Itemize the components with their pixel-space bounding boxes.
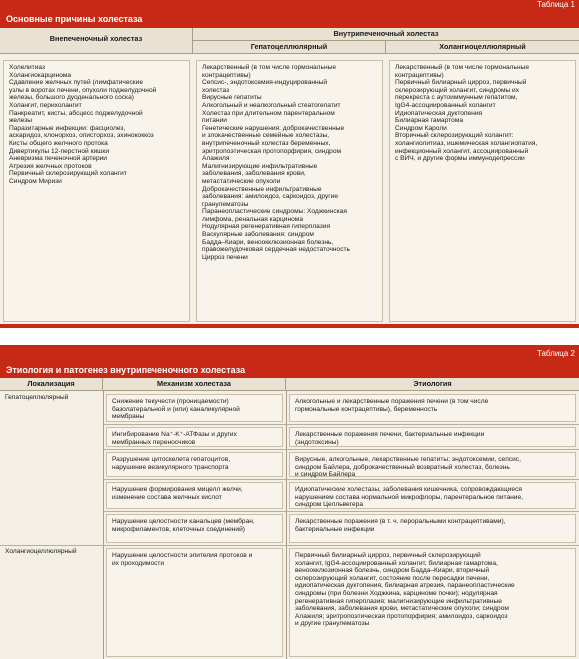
header-hepatocellular [193, 41, 386, 54]
text-line: веноокклюзионная болезнь, синдром Бадда–Киари, вторичный [295, 567, 490, 575]
text-line: Вирусные гепатиты [202, 94, 262, 102]
text-line: синдром Целльвегера [295, 501, 363, 509]
text-line: контрацептивы) [202, 71, 251, 79]
etiology-cell [289, 427, 576, 447]
text-line: Лекарственные поражения печени, бактериальные инфекции [295, 431, 485, 438]
header-etiology-label: Этиология [413, 379, 452, 388]
text-line: Сдавление желчных путей (лимфатические [9, 79, 144, 87]
text-line: холангиолитиаз, ишемическая холангиопатия, [395, 139, 538, 147]
text-line: и синдром Байлера [295, 471, 356, 479]
text-line: синдромы (при болезни Ходжкина, карциноме почки); нодулярная [295, 589, 498, 597]
text-line: аскаридоз, клонорхоз, описторхоз, эхинококкоз [9, 132, 154, 140]
header-cholangiocellular-label: Холангиоцеллюлярный [439, 42, 526, 51]
text-line: Аневризма печеночной артерии [9, 155, 107, 163]
text-line: с ВИЧ, и другие формы иммунодепрессии [395, 155, 525, 163]
table-2-tag: Таблица 2 [536, 349, 575, 358]
text-line: внутрипеченочный холестаз беременных, [202, 139, 331, 147]
text-line: Алажиля [202, 155, 230, 163]
text-line: Паразитарные инфекции: фасциолез, [9, 124, 126, 132]
header-extrahepatic [0, 28, 193, 54]
text-line: инфекционный холангит, ассоциированный [395, 147, 529, 155]
table-1-tag: Таблица 1 [536, 0, 575, 9]
text-line: синдром Байлера, доброкачественный возвратный холестаз, болезнь [295, 463, 510, 471]
text-line: Алкогольный и неалкогольный стеатогепатит [202, 101, 341, 109]
text-line: Кисты общего желчного протока [9, 139, 108, 147]
etiology-cell [289, 514, 576, 543]
text-line: склерозирующий холангит, состояние после пересадки печени, [295, 574, 490, 582]
text-line: IgG4-ассоциированный холангит [395, 101, 496, 109]
text-line: железы, большого дуоденального соска) [9, 94, 134, 102]
text-line: Идиопатическая дуктопения [395, 109, 483, 117]
text-line: Холестаз при длительном парентеральном [202, 109, 335, 117]
text-line: питании [202, 117, 227, 125]
text-line: Лекарственные поражения (в т. ч. пероральными контрацептивами), [295, 518, 506, 525]
text-line: мембранных переносчиков [112, 438, 196, 446]
text-line: холестаз [202, 86, 230, 94]
text-line: Нодулярная регенеративная гиперплазия [202, 223, 331, 231]
text-line: заболевания, заболевания крови, метастатические опухоли; синдром [295, 605, 509, 613]
text-line: Лекарственный (в том числе гормональные [202, 64, 337, 71]
text-line: Доброкачественные инфильтративные [202, 185, 322, 193]
row-divider [103, 511, 579, 512]
text-line: Холангиокарцинома [9, 71, 72, 79]
text-line: Первичный билиарный цирроз, первичный [395, 79, 527, 87]
text-line: Дивертикулы 12-перстной кишки [9, 147, 110, 155]
table-1 [0, 0, 579, 328]
text-line: Алажиля; эритропоэтическая протопорфирия; амилоидоз, саркоидоз [295, 612, 508, 620]
header-cholangiocellular [386, 41, 579, 54]
etiology-cell [289, 394, 576, 422]
localization-cell: Холангиоцеллюлярный [5, 548, 77, 555]
column-divider [286, 391, 287, 659]
header-etiology [286, 378, 579, 391]
text-line: Первичный склерозирующий холангит [9, 170, 127, 178]
text-line: Сепсис-, эндотоксемия-индуцированный [202, 79, 328, 87]
text-line: Паранеопластические синдромы: Ходжкинская [202, 208, 347, 216]
text-line: гормональные контрацептивы), беременность [295, 405, 438, 413]
text-line: Холангит, перихолангит [9, 101, 82, 109]
text-line: Васкулярные заболевания: синдром [202, 231, 314, 239]
text-line: гранулематозы [202, 200, 249, 208]
text-line: Синдром Миризи [9, 177, 62, 185]
text-line: и злокачественные семейные холестазы, [202, 132, 330, 140]
text-line: Нарушение целостности эпителия протоков и [112, 552, 253, 559]
table-1-tag-bar [0, 0, 579, 10]
text-line: заболевания: амилоидоз, саркоидоз, другие [202, 193, 339, 201]
text-line: склерозирующий холангит, синдромы их [395, 86, 520, 94]
table-1-title: Основные причины холестаза [0, 10, 579, 28]
header-mechanism-label: Механизм холестаза [157, 379, 231, 388]
row-divider [103, 424, 579, 425]
mechanism-cell [106, 482, 283, 509]
text-line: Разрушение цитоскелета гепатоцитов, [112, 456, 231, 463]
etiology-cell [289, 482, 576, 509]
etiology-cell [289, 452, 576, 477]
text-line: Ингибирование Na⁺-K⁺-АТФазы и других [112, 431, 237, 438]
text-line: Малигнизирующие инфильтративные [202, 162, 318, 170]
text-line: железы [9, 117, 32, 125]
text-line: лимфома, ренальная карцинома [202, 215, 303, 223]
text-line: изменение состава желчных кислот [112, 493, 222, 501]
table-1-bottom-band [0, 324, 579, 328]
text-line: мембраны [112, 413, 145, 421]
text-line: Холелитиаз [9, 64, 45, 71]
cholangiocellular-causes [389, 60, 576, 322]
text-line: холангит, IgG4-ассоциированный холангит, билиарная гамартома, [295, 559, 498, 567]
header-intrahepatic-label: Внутрипеченочный холестаз [333, 29, 439, 38]
table-2-tag-bar [0, 345, 579, 363]
text-line: идиопатическая дуктопения, билиарная атрезия, паранеопластические [295, 582, 515, 590]
text-line: Бадда–Киари, веноокклюзионная болезнь, [202, 238, 334, 246]
text-line: их проходимости [112, 559, 165, 567]
text-line: заболевания, заболевания крови, [202, 170, 306, 178]
text-line: перекреста с аутоиммунным гепатитом, [395, 94, 518, 102]
header-localization [0, 378, 103, 391]
extrahepatic-causes [3, 60, 190, 322]
row-divider [103, 479, 579, 480]
text-line: контрацептивы) [395, 71, 444, 79]
text-line: Билиарная гамартома [395, 117, 464, 125]
header-hepatocellular-label: Гепатоцеллюлярный [250, 42, 328, 51]
text-line: регенеративная гиперплазия; малигнизирующие инфильтративные [295, 597, 502, 605]
text-line: базолатеральной и (или) каналикулярной [112, 405, 240, 413]
mechanism-cell [106, 548, 283, 657]
etiology-cell [289, 548, 576, 657]
text-line: микрофиламентов, клеточных соединений) [112, 525, 245, 533]
text-line: Снижение текучести (проницаемости) [112, 398, 229, 405]
text-line: эритропоэтическая протопорфирия, синдром [202, 147, 342, 155]
header-intrahepatic [193, 28, 579, 41]
hepatocellular-causes [196, 60, 383, 322]
text-line: Панкреатит, кисты, абсцесс поджелудочной [9, 109, 143, 117]
header-extrahepatic-label: Внепеченочный холестаз [49, 34, 143, 43]
text-line: Вторичный склерозирующий холангит: [395, 132, 514, 140]
text-line: Лекарственный (в том числе гормональные [395, 64, 530, 71]
mechanism-cell [106, 452, 283, 477]
text-line: узлы в воротах печени, опухоли поджелудочной [9, 86, 157, 94]
text-line: Генетические нарушения: доброкачественные [202, 124, 345, 132]
mechanism-cell [106, 394, 283, 422]
text-line: бактериальные инфекции [295, 525, 375, 533]
localization-cell: Гепатоцеллюлярный [5, 394, 69, 401]
text-line: Идиопатические холестазы, заболевания кишечника, сопровождающиеся [295, 486, 522, 493]
text-line: Синдром Кароли [395, 124, 447, 132]
text-line: Атрезия желчных протоков [9, 162, 92, 170]
text-line: (эндотоксины) [295, 438, 339, 446]
text-line: правожелудочковая сердечная недостаточность [202, 246, 350, 254]
text-line: Цирроз печени [202, 253, 248, 261]
text-line: и другие гранулематозы [295, 620, 370, 628]
text-line: нарушение везикулярного транспорта [112, 463, 229, 471]
row-divider [103, 449, 579, 450]
text-line: нарушением состава нормальной микрофлоры, парентеральное питание, [295, 493, 523, 501]
table-2-title: Этиология и патогенез внутрипеченочного холестаза [0, 363, 579, 378]
text-line: Нарушение формирования мицелл желчи, [112, 486, 243, 493]
mechanism-cell [106, 514, 283, 543]
header-mechanism [103, 378, 286, 391]
text-line: Нарушение целостности канальцев (мембран, [112, 518, 255, 525]
mechanism-cell [106, 427, 283, 447]
column-divider [103, 391, 104, 659]
text-line: Вирусные, алкогольные, лекарственные гепатиты; эндотоксемии, сепсис, [295, 456, 521, 463]
text-line: Первичный билиарный цирроз, первичный склерозирующий [295, 552, 481, 559]
text-line: метастатические опухоли [202, 177, 281, 185]
text-line: Алкогольные и лекарственные поражения печени (в том числе [295, 398, 489, 405]
table-2 [0, 345, 579, 659]
header-localization-label: Локализация [27, 379, 75, 388]
